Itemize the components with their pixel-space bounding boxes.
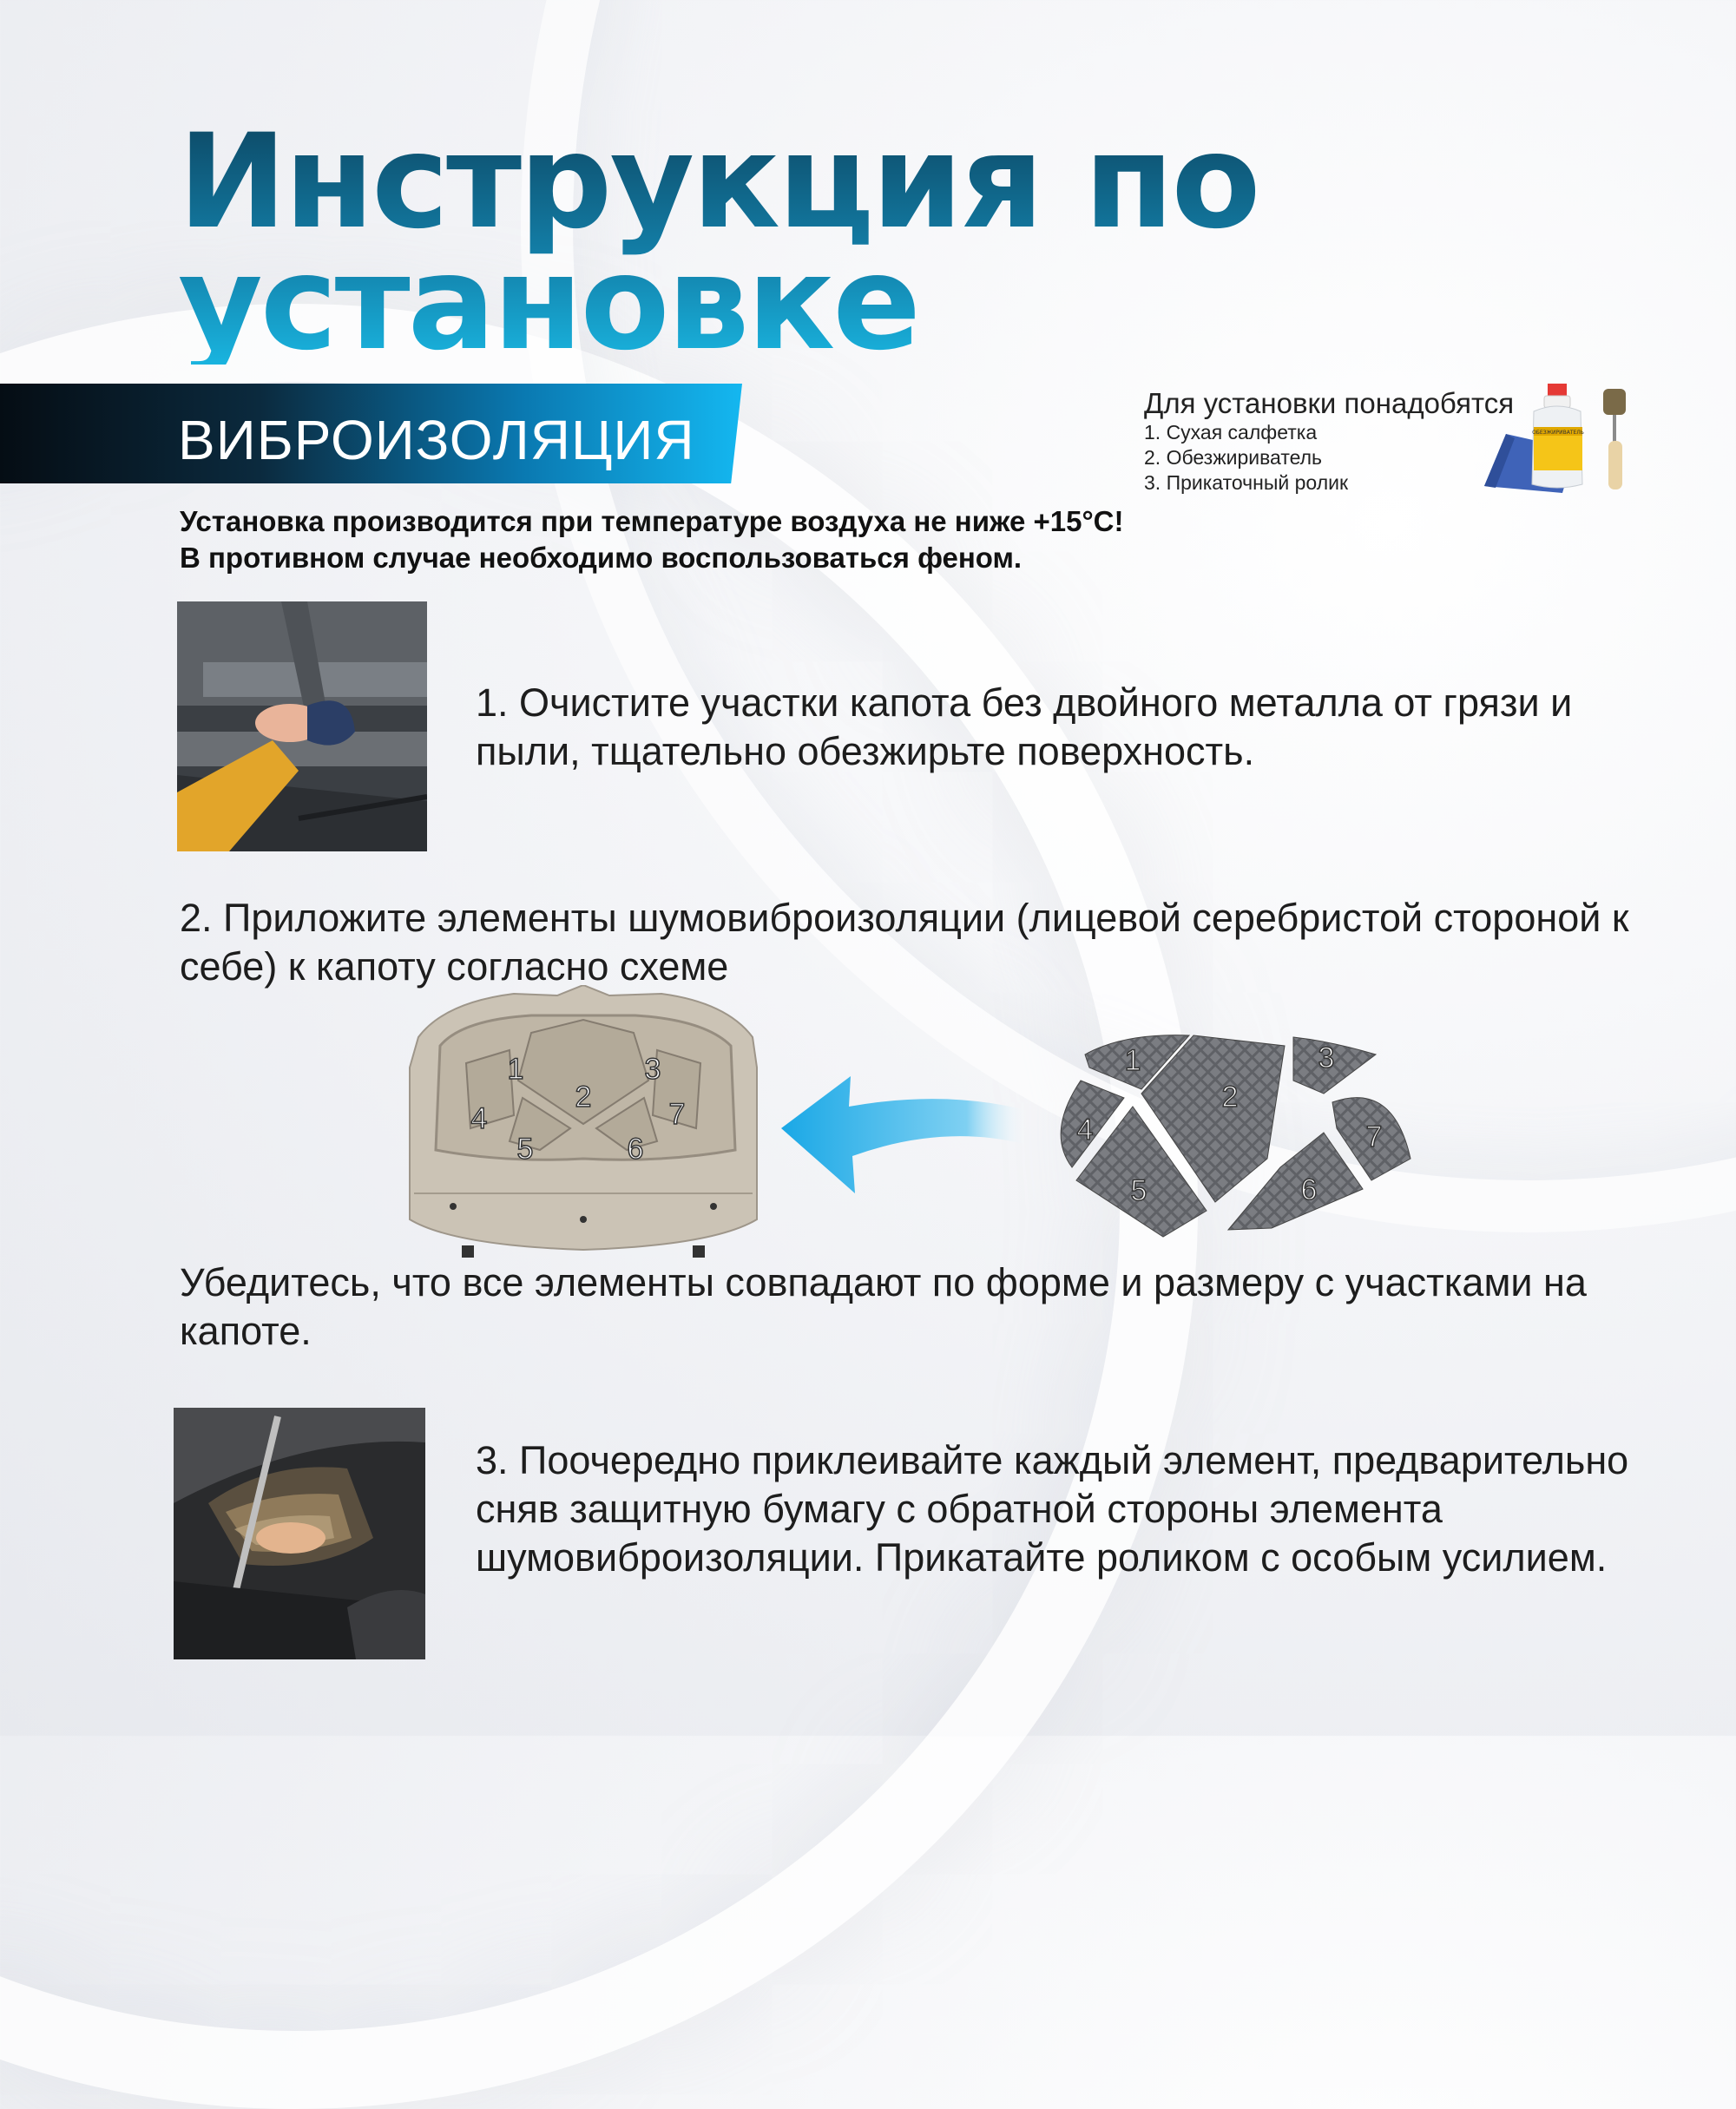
pad-number: 5	[1130, 1174, 1147, 1207]
scheme-number: 2	[575, 1081, 592, 1114]
tools-item: 1. Сухая салфетка	[1144, 421, 1318, 443]
pad-number: 1	[1124, 1044, 1141, 1077]
roller-icon	[1603, 389, 1626, 489]
scheme-number: 6	[627, 1133, 644, 1166]
section-banner-label: ВИБРОИЗОЛЯЦИЯ	[178, 409, 695, 471]
warning-line: Установка производится при температуре воздуха не ниже +15°С!	[180, 505, 1124, 537]
tools-illustration	[1480, 382, 1636, 495]
bottle-icon	[1532, 384, 1584, 488]
page-title-line: установке	[178, 228, 919, 379]
left-arrow-icon	[773, 1076, 1033, 1206]
temperature-warning	[180, 503, 1124, 576]
step-1-text: 1. Очистите участки капота без двойного металла от грязи и пыли, тщательно обезжирьте поверхность.	[476, 680, 1573, 773]
page-title	[178, 107, 1259, 379]
pad-number: 3	[1318, 1041, 1335, 1074]
applying-photo	[174, 1408, 425, 1659]
tools-item: 2. Обезжириватель	[1144, 446, 1323, 469]
hood-scheme	[401, 985, 766, 1263]
scheme-number: 7	[668, 1098, 686, 1131]
scheme-number: 1	[507, 1053, 524, 1086]
pad-3	[1293, 1037, 1376, 1094]
pad-number: 7	[1365, 1120, 1383, 1153]
scheme-number: 3	[644, 1053, 661, 1086]
pad-number: 6	[1300, 1173, 1318, 1206]
step-3-text: 3. Поочередно приклеивайте каждый элемент, предварительно сняв защитную бумагу с обратной стороны элемента шумовиброизоляции. Прикатайте роликом с особым усилием.	[476, 1438, 1629, 1580]
scheme-number: 5	[516, 1133, 534, 1166]
matching-note: Убедитесь, что все элементы совпадают по форме и размеру с участками на капоте.	[180, 1260, 1587, 1353]
pad-number: 4	[1076, 1114, 1094, 1146]
pad-number: 2	[1221, 1081, 1239, 1114]
step-2-text: 2. Приложите элементы шумовиброизоляции (лицевой серебристой стороной к себе) к капоту согласно схеме	[180, 896, 1629, 989]
tools-item: 3. Прикаточный ролик	[1144, 471, 1349, 494]
tools-list	[1144, 387, 1514, 496]
bottle-label: ОБЕЗЖИРИВАТЕЛЬ	[1532, 430, 1584, 436]
insulation-pads	[1046, 1028, 1419, 1241]
warning-line: В противном случае необходимо воспользоваться феном.	[180, 542, 1023, 574]
page-title-line: Инструкция по	[178, 107, 1259, 258]
scheme-number: 4	[470, 1102, 488, 1135]
tools-title: Для установки понадобятся	[1144, 387, 1515, 419]
cleaning-photo	[177, 601, 427, 851]
